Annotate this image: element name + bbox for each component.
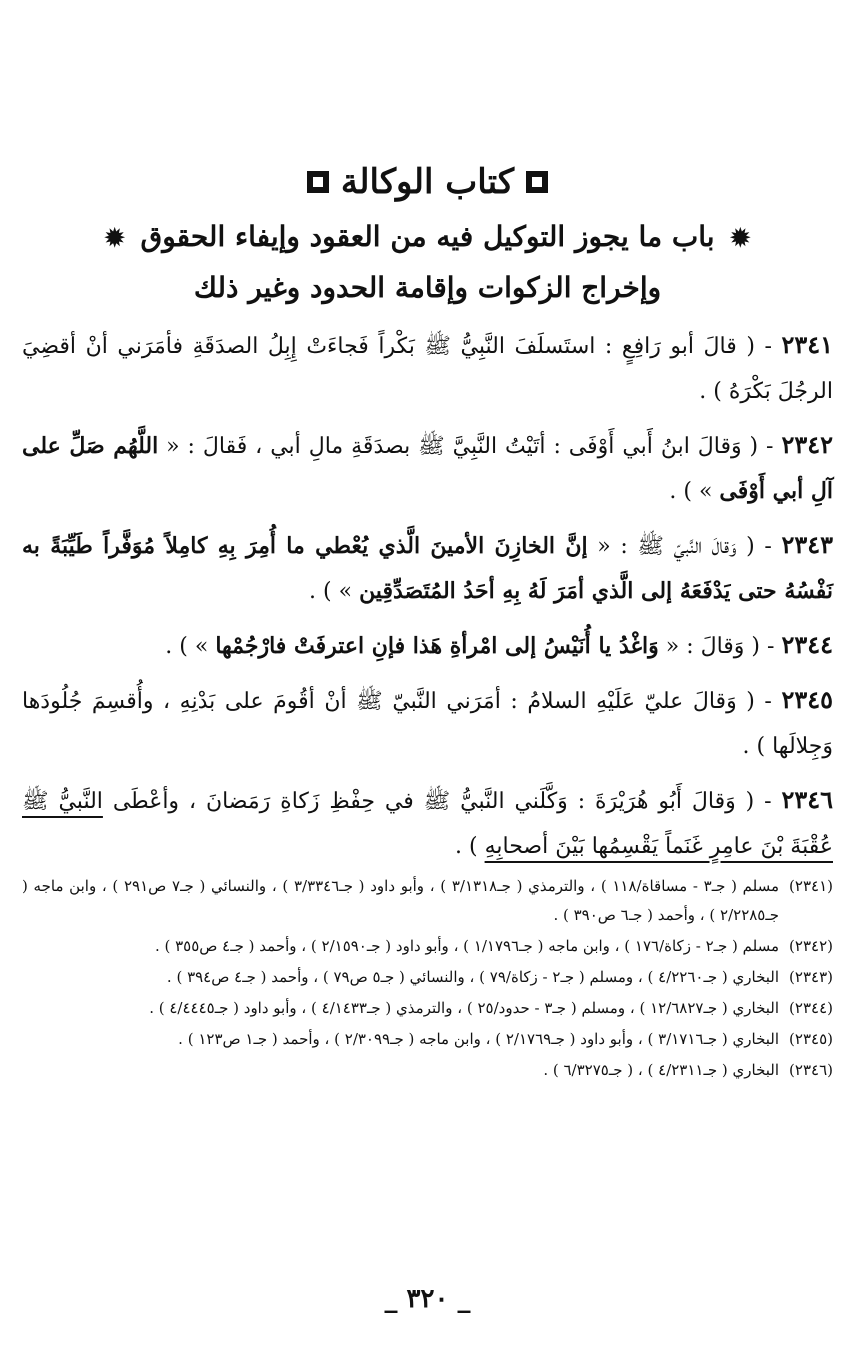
hadith-text: - ( وَقالَ ابنُ أَبي أَوْفَى : أتَيْتُ النَّبِيَّ ﷺ بصدَقَةِ مالِ أبي ، فَقالَ : « — [166, 434, 774, 459]
hadith-number: ٢٣٤٦ — [781, 785, 834, 814]
footnote-text: البخاري ( جـ١٢/٦٨٢٧ ) ، ومسلم ( جـ٣ - حدود/٢٥ ) ، والترمذي ( جـ٤/١٤٣٣ ) ، وأبو داود ( جـ٤/٤٤٤٥ ) . — [149, 999, 780, 1017]
square-bullet-icon — [307, 171, 329, 193]
footnote-number: (٢٣٤٥) — [789, 1030, 833, 1048]
footnote-number: (٢٣٤٤) — [789, 999, 833, 1017]
hadith-number: ٢٣٤١ — [781, 330, 834, 359]
hadith-text: - ( قالَ أبو رَافِعٍ : استَسلَفَ النَّبِيُّ ﷺ بَكْراً فَجاءَتْ إِبِلُ الصدَقَةِ فأمَرَني أنْ أقضِيَ الرجُلَ بَكْرَهُ ) . — [22, 334, 833, 404]
footnote-number: (٢٣٤٢) — [789, 937, 833, 955]
chapter-title-line-2: وإخراج الزكوات وإقامة الحدود وغير ذلك — [193, 271, 662, 304]
chapter-title-line-1 — [22, 212, 833, 263]
square-bullet-icon — [526, 171, 548, 193]
chapter-title-text-1: باب ما يجوز التوكيل فيه من العقود وإيفاء الحقوق — [140, 220, 715, 253]
hadith-quote: وَاغْدُ يا أُنَيْسُ إلى امْرأةِ هَذا فإنِ اعترفَتْ فارْجُمْها — [215, 633, 659, 659]
footnote — [22, 1056, 833, 1085]
hadith-number: ٢٣٤٢ — [781, 430, 834, 459]
hadith-text: - ( وَقالَ عليّ عَلَيْهِ السلامُ : أمَرَني النَّبيّ ﷺ أنْ أقُومَ على بَدْنِهِ ، وأُقسِمَ جُلُودَها وَجِلالَها ) . — [22, 689, 833, 759]
hadith-text-end: » ) . — [309, 579, 353, 604]
footnote — [22, 1025, 833, 1054]
chapter-title — [22, 212, 833, 313]
footnote — [22, 932, 833, 961]
footnote — [22, 994, 833, 1023]
document-page — [22, 0, 833, 1372]
footnote-number: (٢٣٤٣) — [789, 968, 833, 986]
star-icon: ✹ — [104, 223, 125, 252]
hadith-2345 — [22, 677, 833, 769]
hadith-number: ٢٣٤٥ — [781, 685, 833, 714]
page-number: _ ٣٢٠ _ — [384, 1284, 471, 1314]
book-title-text: كتاب الوكالة — [340, 162, 515, 202]
hadith-2346 — [22, 777, 833, 869]
footnote-number: (٢٣٤١) — [789, 877, 833, 895]
hadith-list — [22, 322, 833, 877]
star-icon: ✹ — [730, 223, 751, 252]
hadith-quote: اللَّهُم صَلِّ على آلِ أبي أَوْفَى — [22, 433, 833, 504]
hadith-2344 — [22, 622, 833, 669]
hadith-text-end: ) . — [455, 834, 478, 859]
hadith-text: - ( وَقالَ النَّبيّ ﷺ : « — [597, 534, 772, 559]
hadith-text-end: » ) . — [669, 479, 713, 504]
footnote-text: البخاري ( جـ٤/٢٢٦٠ ) ، ومسلم ( جـ٢ - زكاة/٧٩ ) ، والنسائي ( جـ٥ ص٧٩ ) ، وأحمد ( جـ٤ ص٣٩٤ ) . — [166, 968, 780, 986]
footnote-number: (٢٣٤٦) — [789, 1061, 833, 1079]
hadith-number: ٢٣٤٤ — [781, 630, 833, 659]
footnote-text: البخاري ( جـ٤/٢٣١١ ) ، ( جـ٦/٣٢٧٥ ) . — [543, 1061, 780, 1079]
hadith-underlined-text: النَّبيُّ ﷺ عُقْبَةَ بْنَ عامِرٍ غَنَماً يَقْسِمُها بَيْنَ أصحابِهِ — [22, 789, 833, 859]
hadith-2343 — [22, 522, 833, 614]
hadith-text: - ( وَقالَ أَبُو هُرَيْرَةَ : وَكَّلَني النَّبيُّ ﷺ في حِفْظِ زَكاةِ رَمَضانَ ، وأعْطَى — [112, 789, 772, 814]
footnote — [22, 872, 833, 930]
book-title — [22, 160, 833, 204]
hadith-number: ٢٣٤٣ — [781, 530, 833, 559]
footnotes — [22, 872, 833, 1087]
footnote — [22, 963, 833, 992]
footnote-text: مسلم ( جـ٢ - زكاة/١٧٦ ) ، وابن ماجه ( جـ١/١٧٩٦ ) ، وأبو داود ( جـ٢/١٥٩٠ ) ، وأحمد ( جـ٤ ص٣٥٥ ) . — [154, 937, 780, 955]
hadith-text: - ( وَقالَ : « — [665, 634, 775, 659]
hadith-2342 — [22, 422, 833, 514]
footnote-text: مسلم ( جـ٣ - مساقاة/١١٨ ) ، والترمذي ( جـ٣/١٣١٨ ) ، وأبو داود ( جـ٣/٣٣٤٦ ) ، والنسائي ( جـ٧ ص٢٩١ ) ، وابن ماجه ( جـ٢/٢٢٨٥ ) ، وأحمد ( جـ٦ ص٣٩٠ ) . — [22, 877, 780, 924]
hadith-quote: إنَّ الخازِنَ الأمينَ الَّذي يُعْطي ما أُمِرَ بِهِ كامِلاً مُوَفَّراً طَيِّبَةً به نَفْسُهُ حتى يَدْفَعَهُ إلى الَّذي أمَرَ لَهُ بِهِ أحَدُ المُتَصَدِّقِين — [22, 533, 833, 604]
hadith-text-end: » ) . — [165, 634, 209, 659]
footnote-text: البخاري ( جـ٣/١٧١٦ ) ، وأبو داود ( جـ٢/١٧٦٩ ) ، وابن ماجه ( جـ٢/٣٠٩٩ ) ، وأحمد ( جـ١ ص١٢٣ ) . — [178, 1030, 780, 1048]
hadith-2341 — [22, 322, 833, 414]
